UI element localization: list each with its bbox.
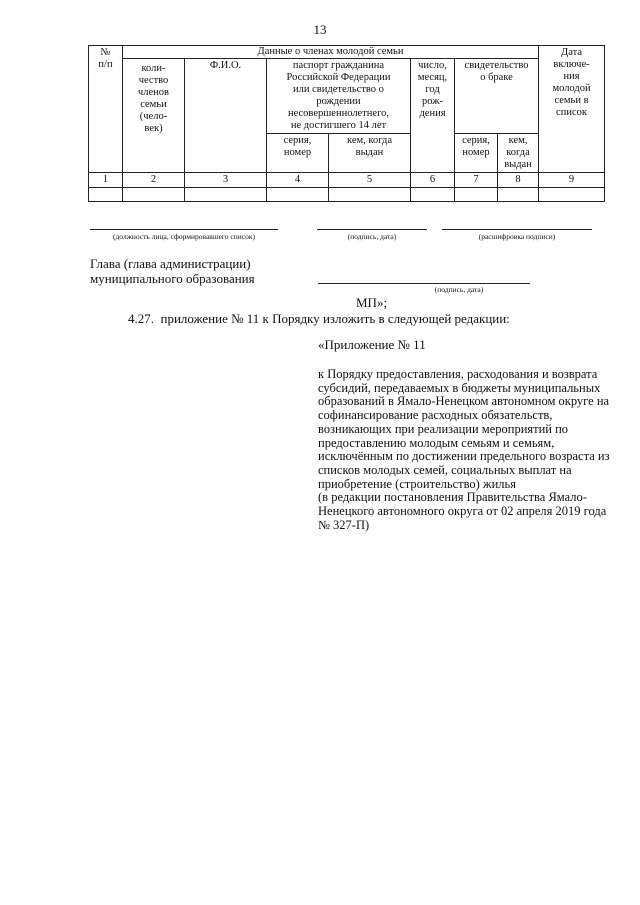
header-marriage-text: свидетельство о браке (464, 60, 529, 83)
header-date-text: Дата включе- ния молодой семьи в список (552, 47, 591, 118)
empty-cell (539, 188, 605, 202)
head-signature-line (318, 283, 530, 284)
column-number: 5 (329, 173, 411, 188)
header-marriage-series (455, 134, 498, 173)
header-group (123, 46, 539, 59)
header-passport-series (267, 134, 329, 173)
empty-cell (455, 188, 498, 202)
header-group-text: Данные о членах молодой семьи (257, 46, 404, 57)
sign-caption: (подпись, дата) (347, 232, 397, 241)
empty-cell (123, 188, 185, 202)
head-sign-caption: (подпись, дата) (434, 285, 484, 294)
position-signature-line (90, 229, 278, 230)
header-passport-series-text: серия, номер (283, 135, 312, 158)
empty-cell (411, 188, 455, 202)
column-number: 3 (185, 173, 267, 188)
head-title-line1: Глава (глава администрации) (90, 256, 251, 271)
header-count (123, 59, 185, 173)
empty-cell (498, 188, 539, 202)
appendix-body (318, 368, 618, 532)
header-passport-issued (329, 134, 411, 173)
empty-cell (89, 188, 123, 202)
header-num-text: № п/п (98, 47, 113, 70)
header-count-text: коли- чество членов семьи (чело- век) (137, 63, 169, 134)
table-header-row (89, 46, 605, 59)
table-empty-row (89, 188, 605, 202)
header-passport (267, 59, 411, 134)
header-fio-text: Ф.И.О. (209, 60, 242, 71)
header-birth-text: число, месяц, год рож- дения (417, 60, 448, 119)
young-family-members-table (88, 45, 605, 202)
empty-cell (329, 188, 411, 202)
decode-signature-line (442, 229, 592, 230)
column-number: 1 (89, 173, 123, 188)
page-number: 13 (313, 22, 327, 37)
decode-caption: (расшифровка подписи) (478, 232, 556, 241)
column-number: 7 (455, 173, 498, 188)
header-num (89, 46, 123, 173)
column-number: 2 (123, 173, 185, 188)
empty-cell (267, 188, 329, 202)
header-birth (411, 59, 455, 173)
header-passport-text: паспорт гражданина Российской Федерации или свидетельство о рождении несовершеннолетнего, не достигшего 14 лет (286, 60, 391, 131)
head-title-line2: муниципального образования (90, 271, 255, 286)
header-fio (185, 59, 267, 173)
header-passport-issued-text: кем, когда выдан (347, 135, 392, 158)
appendix-title: «Приложение № 11 (318, 337, 426, 352)
header-date (539, 46, 605, 173)
empty-cell (185, 188, 267, 202)
header-marriage (455, 59, 539, 134)
table-header-row (89, 59, 605, 134)
amendment-text: 4.27. приложение № 11 к Порядку изложить в следующей редакции: (128, 311, 510, 326)
stamp-mark: МП»; (356, 295, 388, 310)
column-number-row (89, 173, 605, 188)
column-number: 9 (539, 173, 605, 188)
column-number: 8 (498, 173, 539, 188)
header-marriage-series-text: серия, номер (462, 135, 490, 158)
column-number: 4 (267, 173, 329, 188)
sign-signature-line (317, 229, 427, 230)
header-marriage-issued (498, 134, 539, 173)
appendix-edition-note: (в редакции постановления Правительства Ямало-Ненецкого автономного округа от 02 апреля 2019 года № 327-П) (318, 490, 607, 532)
header-marriage-issued-text: кем, когда выдан (504, 135, 532, 170)
position-caption: (должность лица, сформировавшего список) (112, 232, 256, 241)
column-number: 6 (411, 173, 455, 188)
appendix-description: к Порядку предоставления, расходования и возврата субсидий, передаваемых в бюджеты муниципальных образований в Ямало-Ненецком автономном округе на софинансирование расходных обязательств, возникающих при реализации мероприятий по предоставлению молодым семьям и семьям, исключённым по достижении предельного возраста из списков молодых семей, социальных выплат на приобретение (строительство) жилья (318, 367, 610, 491)
